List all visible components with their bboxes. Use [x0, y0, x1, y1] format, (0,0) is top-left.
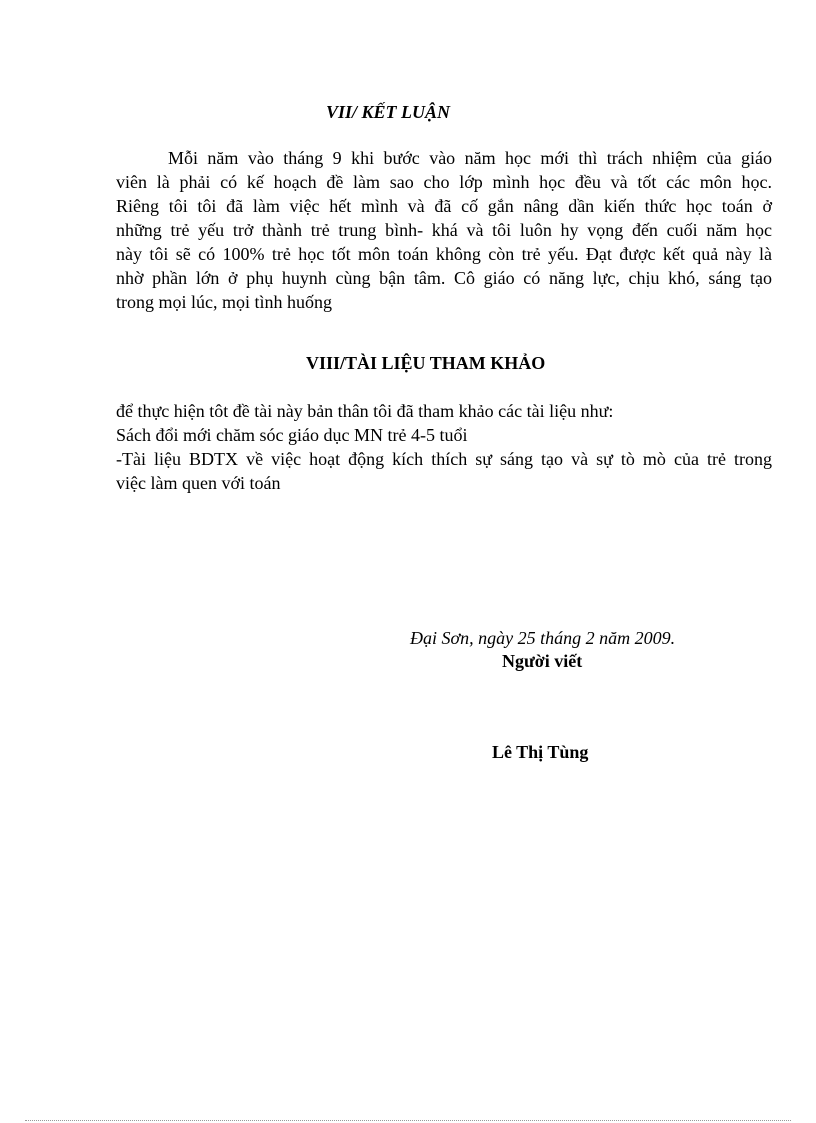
conclusion-line: Mỗi năm vào tháng 9 khi bước vào năm học mới thì trách nhiệm của giáo [168, 148, 772, 168]
reference-line: để thực hiện tôt đề tài này bản thân tôi đã tham khảo các tài liệu như: [116, 401, 614, 421]
page-bottom-divider [25, 1120, 791, 1121]
signature-name: Lê Thị Tùng [492, 742, 589, 762]
conclusion-line: viên là phải có kế hoạch đề làm sao cho lớp mình học đều và tốt các môn học. [116, 172, 772, 192]
reference-line: việc làm quen với toán [116, 473, 281, 493]
conclusion-line: Riêng tôi tôi đã làm việc hết mình và đã cố gắn nâng dần kiến thức học toán ở [116, 196, 772, 216]
reference-line: -Tài liệu BDTX về việc hoạt động kích thích sự sáng tạo và sự tò mò của trẻ trong [116, 449, 772, 469]
signature-role: Người viết [502, 651, 583, 671]
reference-line: Sách đổi mới chăm sóc giáo dục MN trẻ 4-5 tuổi [116, 425, 468, 445]
signature-date: Đại Sơn, ngày 25 tháng 2 năm 2009. [410, 628, 676, 648]
conclusion-line: những trẻ yếu trở thành trẻ trung bình- khá và tôi luôn hy vọng đến cuối năm học [116, 220, 772, 240]
section-title-references: VIII/TÀI LIỆU THAM KHẢO [306, 353, 546, 373]
conclusion-line: trong mọi lúc, mọi tình huống [116, 292, 332, 312]
section-title-conclusion: VII/ KẾT LUẬN [326, 102, 451, 122]
conclusion-line: này tôi sẽ có 100% trẻ học tốt môn toán không còn trẻ yếu. Đạt được kết quả này là [116, 244, 772, 264]
conclusion-line: nhờ phần lớn ở phụ huynh cùng bận tâm. Cô giáo có năng lực, chịu khó, sáng tạo [116, 268, 772, 288]
